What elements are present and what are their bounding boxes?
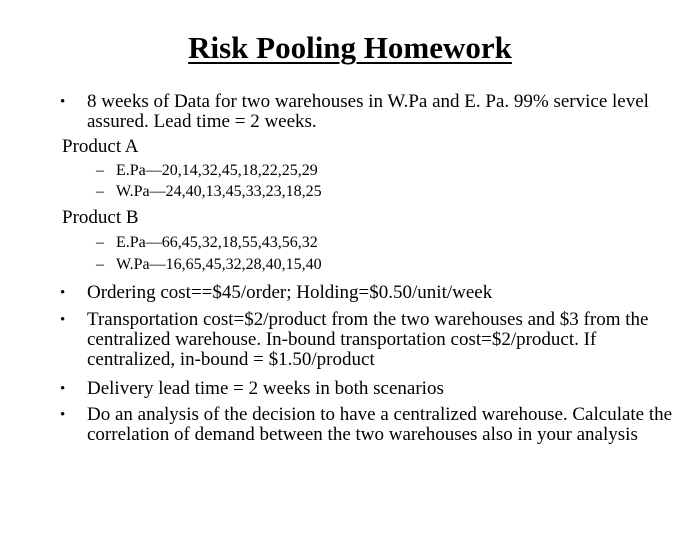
bullet-marker: • <box>60 94 66 110</box>
bullet-item <box>60 405 680 445</box>
bullet-text: Transportation cost=$2/product from the two warehouses and $3 from the centralized warehouse. In-bound transportation cost=$2/product. If centralized, in-bound = $1.50/product <box>87 309 649 370</box>
product-b-item <box>96 234 318 252</box>
bullet-text: Delivery lead time = 2 weeks in both scenarios <box>87 378 444 399</box>
slide-title: Risk Pooling Homework <box>188 30 512 65</box>
product-b-item <box>96 256 322 274</box>
bullet-text: Do an analysis of the decision to have a centralized warehouse. Calculate the correlation of demand between the two warehouses also in your analysis <box>87 404 673 445</box>
bullet-marker: • <box>60 285 66 301</box>
product-a-item <box>96 162 318 180</box>
product-b-item-text: W.Pa—16,65,45,32,28,40,15,40 <box>116 256 322 273</box>
dash-marker: – <box>96 256 104 273</box>
bullet-item <box>60 379 680 399</box>
product-b-item-text: E.Pa—66,45,32,18,55,43,56,32 <box>116 234 318 251</box>
bullet-marker: • <box>60 381 66 397</box>
product-a-item-text: W.Pa—24,40,13,45,33,23,18,25 <box>116 183 322 200</box>
bullet-marker: • <box>60 407 66 423</box>
bullet-item <box>60 283 680 303</box>
bullet-marker: • <box>60 312 66 328</box>
intro-bullet <box>60 92 680 132</box>
dash-marker: – <box>96 183 104 200</box>
dash-marker: – <box>96 162 104 179</box>
bullet-text: Ordering cost==$45/order; Holding=$0.50/unit/week <box>87 282 493 303</box>
product-b-heading: Product B <box>62 207 139 228</box>
product-a-heading: Product A <box>62 136 139 157</box>
intro-text: 8 weeks of Data for two warehouses in W.Pa and E. Pa. 99% service level assured. Lead time = 2 weeks. <box>87 91 649 132</box>
bullet-item <box>60 310 680 370</box>
product-a-item-text: E.Pa—20,14,32,45,18,22,25,29 <box>116 162 318 179</box>
dash-marker: – <box>96 234 104 251</box>
product-a-item <box>96 183 322 201</box>
